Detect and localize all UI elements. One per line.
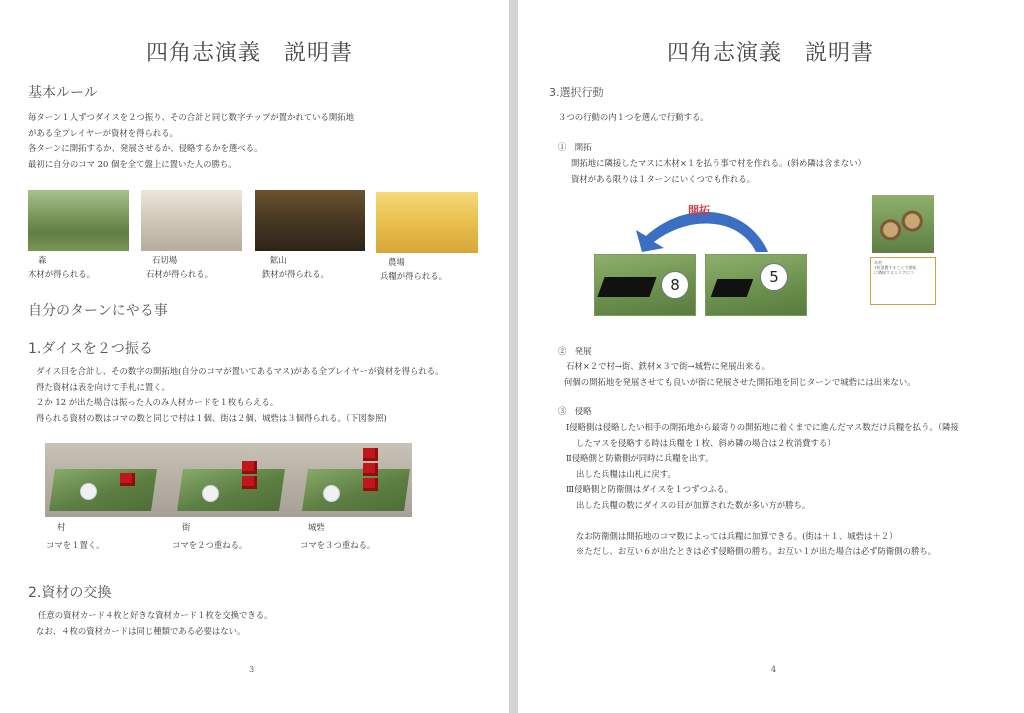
piece-desc-castle: コマを３つ重ねる。 (300, 540, 376, 550)
quarry-image (141, 190, 242, 251)
text-line: 任意の資材カード４枚と好きな資材カード１枚を交換できる。 (38, 610, 273, 620)
text-line: Ⅰ侵略側は侵略したい相手の開拓地から最寄りの開拓地に着くまでに進んだマス数だけ兵糧を払う。（隣接 (566, 422, 959, 432)
resource-desc-mine: 鉄材が得られる。 (262, 269, 329, 279)
hatten-text (566, 359, 916, 390)
farm-image (376, 192, 478, 253)
text-line: 出した兵糧は山札に戻す。 (576, 468, 676, 479)
section-your-turn: 自分のターンにやる事 (28, 303, 168, 319)
text-line: 最初に自分のコマ 20 個を全て盤上に置いた人の勝ち。 (28, 158, 237, 169)
text-line: なお防衛側は開拓地のコマ数によっては兵糧に加算できる。(街は＋１、城砦は＋２） (576, 530, 898, 541)
shinryaku-heading: ③ 侵略 (558, 406, 592, 416)
trade-rules-text (38, 608, 273, 639)
pieces-photo (45, 443, 412, 517)
text-line (566, 513, 959, 529)
basic-rules-text (28, 110, 354, 172)
section-choice-action: 3.選択行動 (549, 86, 604, 99)
text-line: 石材×２で村→街、鉄材×３で街→城砦に発展出来る。 (566, 361, 770, 371)
piece-desc-town: コマを２つ重ねる。 (172, 540, 248, 550)
text-line: 得られる資材の数はコマの数と同じで村は１個、街は２個、城砦は３個得られる。（下図参照) (36, 412, 387, 423)
piece-name-village: 村 (57, 522, 66, 532)
choice-intro: ３つの行動の内１つを選んで行動する。 (558, 112, 709, 122)
section-basic-rules: 基本ルール (28, 85, 98, 101)
text-line: 資材がある限りは１ターンにいくつでも作れる。 (571, 173, 756, 184)
piece-name-town: 街 (182, 522, 191, 532)
text-line: Ⅱ侵略側と防衛側が同時に兵糧を出す。 (566, 453, 714, 463)
wood-card-image (872, 195, 934, 253)
castle-mat (302, 469, 410, 511)
page-gutter (509, 0, 518, 713)
resource-name-quarry: 石切場 (152, 255, 178, 265)
kaitaku-text (571, 156, 866, 187)
town-mat (177, 469, 285, 511)
town-cube-top (242, 461, 257, 474)
text-line: ダイス目を合計し、その数字の開拓地(自分のコマが置いてあるマス)がある全プレイヤーが資材を得られる。 (36, 366, 444, 376)
card-text-line: に隣接するエリアにコ (874, 270, 914, 275)
page-number: 3 (249, 665, 255, 674)
page-title: 四角志演義 説明書 (667, 41, 875, 66)
number-chip-8: 8 (661, 271, 689, 299)
text-line: 何個の開拓地を発展させても良いが街に発展させた開拓地を同じターンで城砦には出来ない。 (564, 376, 916, 387)
castle-cube-bottom (363, 478, 378, 491)
text-line: Ⅲ侵略側と防衛側はダイスを１つずつふる。 (566, 484, 733, 494)
text-line: 各ターンに開拓するか、発展させるか、侵略するかを選べる。 (28, 143, 263, 153)
resource-name-forest: 森 (38, 255, 47, 265)
text-line: 得た資材は表を向けて手札に置く。 (36, 381, 170, 392)
shinryaku-text (566, 420, 959, 560)
text-line: ２か 12 が出た場合は振った人のみ人材カードを１枚もらえる。 (36, 397, 279, 407)
page-right (518, 0, 1024, 713)
dice-rules-text (36, 364, 444, 426)
text-line: したマスを侵略する時は兵糧を１枚、斜め隣の場合は２枚消費する） (576, 437, 836, 448)
card-text-line: 木材 (874, 260, 882, 265)
town-cube-bottom (242, 476, 257, 489)
text-line: ※ただし、お互い６が出たときは必ず侵略側の勝ち。お互い１が出た場合は必ず防衛側の勝ち。 (576, 546, 937, 556)
village-mat (49, 469, 157, 511)
hatten-heading: ② 発展 (558, 346, 592, 356)
section-trade: 2.資材の交換 (28, 585, 112, 601)
castle-cube-top (363, 448, 378, 461)
wood-card (870, 257, 936, 305)
piece-name-castle: 城砦 (308, 522, 325, 532)
text-line: なお、４枚の資材カードは同じ種類である必要はない。 (36, 625, 246, 636)
resource-desc-forest: 木材が得られる。 (28, 269, 95, 279)
mine-image (255, 190, 365, 251)
kaitaku-heading: ① 開拓 (558, 142, 592, 152)
page-number: 4 (771, 665, 777, 674)
page-left (0, 0, 509, 713)
tile-left (594, 254, 696, 316)
text-line: 開拓地に隣接したマスに木材×１を払う事で村を作れる。(斜め隣は含まない） (571, 158, 867, 168)
kaitaku-arrow-label: 開拓 (688, 204, 710, 217)
text-line: 出した兵糧の数にダイスの目が加算された数が多い方が勝ち。 (576, 499, 811, 510)
resource-desc-quarry: 石材が得られる。 (146, 269, 213, 279)
forest-image (28, 190, 129, 251)
number-chip (323, 485, 340, 502)
resource-name-mine: 鉱山 (270, 255, 287, 265)
piece-desc-village: コマを１置く。 (46, 540, 105, 550)
text-line: 毎ターン１人ずつダイスを２つ振り、その合計と同じ数字チップが置かれている開拓地 (28, 112, 354, 122)
number-chip (80, 483, 97, 500)
card-text-line: 1枚消費することで開拓 (874, 265, 917, 270)
resource-name-farm: 農場 (388, 257, 405, 267)
number-chip (202, 485, 219, 502)
castle-cube-mid (363, 463, 378, 476)
tile-right (705, 254, 807, 316)
village-cube (120, 473, 135, 486)
number-chip-5: 5 (760, 263, 788, 291)
piece-block (711, 279, 754, 297)
section-roll-dice: 1.ダイスを２つ振る (28, 341, 153, 357)
text-line: がある全プレイヤーが資材を得られる。 (28, 127, 178, 138)
page-title: 四角志演義 説明書 (146, 41, 354, 66)
resource-desc-farm: 兵糧が得られる。 (380, 271, 447, 281)
piece-block (597, 277, 656, 297)
